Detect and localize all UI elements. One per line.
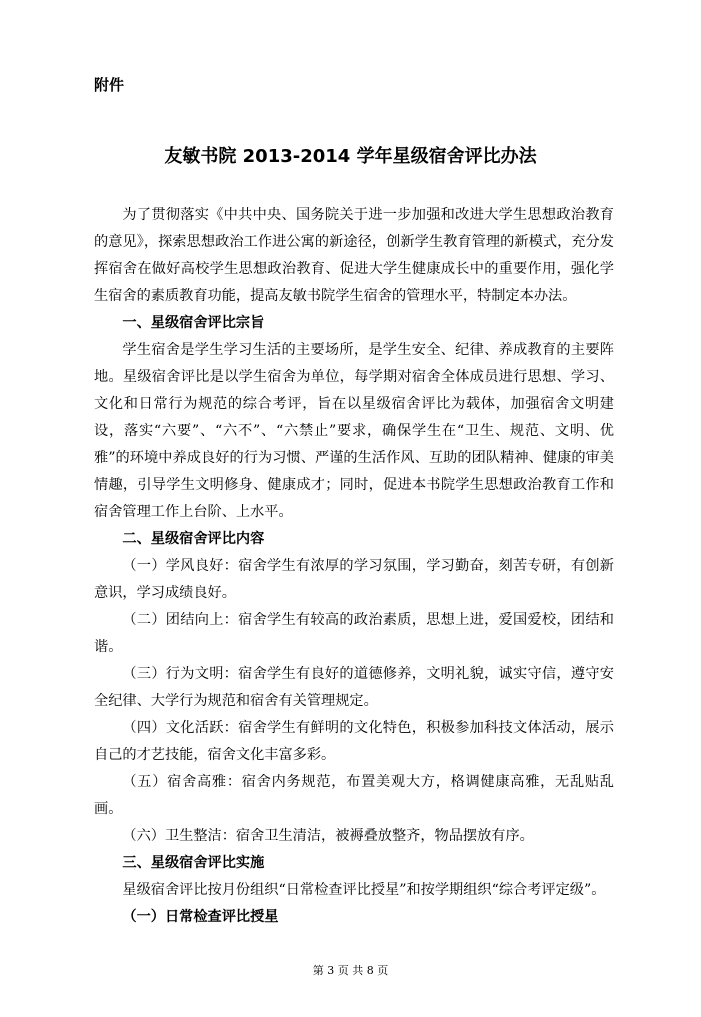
section1-heading: 一、星级宿舍评比宗旨 [122,315,265,331]
document-body [94,202,614,931]
section3-subheading: （一）日常检查评比授星 [122,909,279,925]
section2-item-4: （四）文化活跃：宿舍学生有鲜明的文化特色，积极参加科技文体活动，展示自己的才艺技能，宿舍文化丰富多彩。 [94,720,614,763]
page-number-footer: 第 3 页 共 8 页 [312,964,389,977]
section2-item-5: （五）宿舍高雅：宿舍内务规范，布置美观大方，格调健康高雅，无乱贴乱画。 [94,774,614,817]
section3-paragraph: 星级宿舍评比按月份组织“日常检查评比授星”和按学期组织“综合考评定级”。 [122,882,606,898]
attachment-label: 附件 [94,76,125,94]
intro-paragraph: 为了贯彻落实《中共中央、国务院关于进一步加强和改进大学生思想政治教育的意见》，探索思想政治工作进公寓的新途径，创新学生教育管理的新模式，充分发挥宿舍在做好高校学生思想政治教育、促进大学生健康成长中的重要作用，强化学生宿舍的素质教育功能，提高友敏书院学生宿舍的管理水平，特制定本办法。 [94,207,614,304]
document-title: 友敏书院 2013-2014 学年星级宿舍评比办法 [164,146,537,167]
section2-item-1: （一）学风良好：宿舍学生有浓厚的学习氛围，学习勤奋，刻苦专研，有创新意识，学习成绩良好。 [94,558,614,601]
section2-item-6: （六）卫生整洁：宿舍卫生清洁，被褥叠放整齐，物品摆放有序。 [122,828,534,844]
section1-paragraph: 学生宿舍是学生学习生活的主要场所，是学生安全、纪律、养成教育的主要阵地。星级宿舍评比是以学生宿舍为单位，每学期对宿舍全体成员进行思想、学习、文化和日常行为规范的综合考评，旨在以星级宿舍评比为载体，加强宿舍文明建设，落实“六要”、“六不”、“六禁止”要求，确保学生在“卫生、规范、文明、优雅”的环境中养成良好的行为习惯、严谨的生活作风、互助的团队精神、健康的审美情趣，引导学生文明修身、健康成才；同时，促进本书院学生思想政治教育工作和宿舍管理工作上台阶、上水平。 [94,342,614,520]
section3-heading: 三、星级宿舍评比实施 [122,855,265,871]
section2-item-2: （二）团结向上：宿舍学生有较高的政治素质，思想上进，爱国爱校，团结和谐。 [94,612,614,655]
section2-item-3: （三）行为文明：宿舍学生有良好的道德修养，文明礼貌，诚实守信，遵守安全纪律、大学行为规范和宿舍有关管理规定。 [94,666,614,709]
section2-heading: 二、星级宿舍评比内容 [122,531,265,547]
